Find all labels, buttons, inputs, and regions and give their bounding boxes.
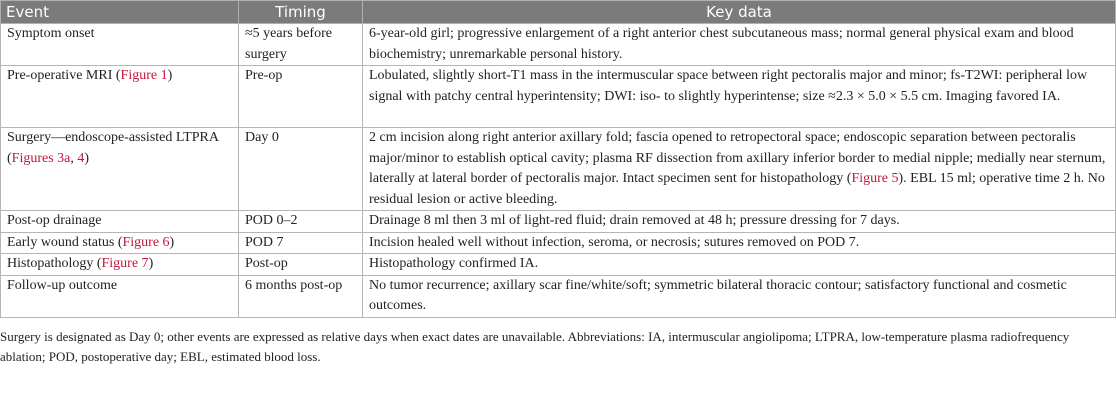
timing-cell: 6 months post-op: [239, 275, 363, 317]
figure-link[interactable]: Figure 7: [101, 256, 149, 271]
event-text: ): [167, 68, 173, 83]
event-text: Histopathology (: [7, 256, 102, 271]
table-footnote: Surgery is designated as Day 0; other events are expressed as relative days when exact dates are unavailable. Abbreviations: IA, intermuscular angiolipoma; LTPRA, low-temperature plasma radiofrequency ablation; POD, postoperative day; EBL, estimated blood loss.: [0, 328, 1070, 364]
table-row: [1, 275, 1116, 317]
table-row: [1, 66, 1116, 128]
timing-cell: Pre-op: [239, 66, 363, 128]
key-data-cell: Histopathology confirmed IA.: [363, 254, 1116, 276]
event-cell: Post-op drainage: [1, 211, 239, 233]
timing-cell: POD 0–2: [239, 211, 363, 233]
key-data-cell: [363, 128, 1116, 211]
key-data-cell: Lobulated, slightly short-T1 mass in the intermuscular space between right pectoralis major and minor; fs-T2WI: peripheral low signal with patchy central hyperintensity; DWI: iso- to slightly hyperintense; size ≈2.3 × 5.0 × 5.5 cm. Imaging favored IA.: [363, 66, 1116, 128]
event-cell: Symptom onset: [1, 24, 239, 66]
event-cell: Follow-up outcome: [1, 275, 239, 317]
event-cell: [1, 128, 239, 211]
table-header-row: [1, 1, 1116, 24]
figure-link[interactable]: 4: [77, 150, 85, 166]
key-text: 2 cm incision along right anterior axillary fold; fascia opened to retropectoral space; endoscopic separation between pectoralis major/minor to establish optical cavity; plasma RF dissection from axillary inferior border to medial nipple; medially near sternum, laterally at lateral border of pectoralis major. Intact specimen sent for histopathology (: [369, 130, 1106, 186]
key-data-cell: Incision healed well without infection, seroma, or necrosis; sutures removed on POD 7.: [363, 232, 1116, 254]
header-event: Event: [1, 1, 239, 24]
header-timing: Timing: [239, 1, 363, 24]
event-text: ): [169, 234, 175, 250]
event-text: ): [148, 256, 154, 271]
timing-cell: Post-op: [239, 254, 363, 276]
event-text: Early wound status (: [7, 234, 123, 250]
event-cell: [1, 66, 239, 128]
figure-link[interactable]: Figure 6: [122, 234, 170, 250]
table-row: [1, 211, 1116, 233]
table-row: [1, 128, 1116, 211]
event-text: ,: [70, 150, 78, 166]
key-data-cell: Drainage 8 ml then 3 ml of light-red fluid; drain removed at 48 h; pressure dressing for 7 days.: [363, 211, 1116, 233]
event-cell: [1, 254, 239, 276]
event-cell: [1, 232, 239, 254]
table-row: [1, 24, 1116, 66]
event-text: Pre-operative MRI (: [7, 68, 121, 83]
event-text: Surgery—endoscope-assisted LTPRA (: [7, 130, 219, 166]
header-key-data: Key data: [363, 1, 1116, 24]
table-row: [1, 232, 1116, 254]
key-data-cell: No tumor recurrence; axillary scar fine/white/soft; symmetric bilateral thoracic contour; satisfactory functional and cosmetic outcomes.: [363, 275, 1116, 317]
figure-link[interactable]: Figures 3a: [11, 150, 71, 166]
figure-link[interactable]: Figure 5: [851, 171, 899, 186]
table-row: [1, 254, 1116, 276]
timing-cell: Day 0: [239, 128, 363, 211]
figure-link[interactable]: Figure 1: [120, 68, 168, 83]
key-text: ). EBL 15 ml; operative time 2 h. No residual lesion or active bleeding.: [369, 171, 1105, 207]
timing-cell: POD 7: [239, 232, 363, 254]
key-data-cell: 6-year-old girl; progressive enlargement of a right anterior chest subcutaneous mass; normal general physical exam and blood biochemistry; unremarkable personal history.: [363, 24, 1116, 66]
event-text: ): [84, 150, 90, 166]
timing-cell: ≈5 years before surgery: [239, 24, 363, 66]
